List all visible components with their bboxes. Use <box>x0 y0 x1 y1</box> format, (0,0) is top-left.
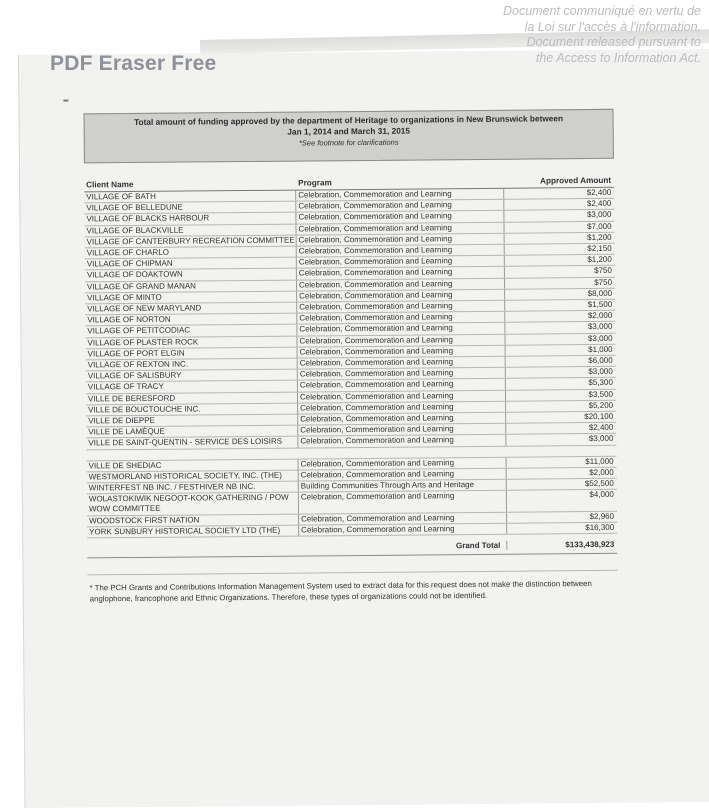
watermark-line: la Loi sur l'accès à l'information. <box>524 19 701 34</box>
client-name-cell: VILLAGE OF REXTON INC. <box>86 359 298 371</box>
amount-cell: $2,000 <box>587 311 613 321</box>
program-cell: Celebration, Commemoration and Learning <box>296 200 504 212</box>
program-cell: Celebration, Commemoration and Learning <box>298 435 506 447</box>
program-cell: Celebration, Commemoration and Learning <box>297 312 505 324</box>
column-header-client: Client Name <box>86 179 134 190</box>
client-name-cell: VILLE DE LAMÈQUE <box>86 426 298 438</box>
program-cell: Celebration, Commemoration and Learning <box>298 346 506 358</box>
client-name-cell: VILLAGE OF BATH <box>84 191 296 203</box>
program-cell: Celebration, Commemoration and Learning <box>297 278 505 290</box>
amount-cell: $2,150 <box>587 243 612 254</box>
amount-cell: $3,000 <box>586 210 612 220</box>
program-cell: Celebration, Commemoration and Learning <box>298 424 506 436</box>
watermark-line: Document released pursuant to <box>526 35 701 49</box>
program-cell: Celebration, Commemoration and Learning <box>297 334 505 346</box>
amount-cell: $7,000 <box>587 221 612 231</box>
amount-cell: $3,000 <box>588 367 613 377</box>
amount-cell: $1,200 <box>587 232 612 242</box>
client-name-cell: WINTERFEST NB INC. / FESTHIVER NB INC. <box>87 482 299 494</box>
client-name-cell: VILLAGE OF NORTON <box>85 314 297 326</box>
program-cell: Celebration, Commemoration and Learning <box>297 245 505 257</box>
program-cell: Celebration, Commemoration and Learning <box>298 379 506 391</box>
amount-cell: $750 <box>594 277 613 287</box>
access-to-information-watermark <box>471 4 701 66</box>
table-body <box>84 188 617 539</box>
amount-cell: $5,200 <box>588 400 614 410</box>
client-name-cell: VILLE DE BOUCTOUCHE INC. <box>86 403 298 415</box>
program-cell: Celebration, Commemoration and Learning <box>299 469 507 481</box>
client-name-cell: VILLE DE SAINT-QUENTIN - SERVICE DES LOISIRS <box>86 437 298 449</box>
program-cell: Celebration, Commemoration and Learning <box>297 290 505 302</box>
client-name-cell: VILLAGE OF BLACKVILLE <box>84 224 296 236</box>
table-empty-row <box>87 554 617 576</box>
pdf-eraser-badge: PDF Eraser Free <box>50 52 217 75</box>
client-name-cell: VILLAGE OF PETITCODIAC <box>85 325 297 337</box>
client-name-cell: VILLE DE SHEDIAC <box>87 459 299 471</box>
amount-cell: $750 <box>594 266 612 276</box>
amount-cell: $1,000 <box>588 344 613 354</box>
client-name-cell: VILLAGE OF NEW MARYLAND <box>85 303 297 315</box>
client-name-cell: VILLAGE OF CHARLO <box>85 247 297 259</box>
client-name-cell: VILLAGE OF PORT ELGIN <box>86 347 298 359</box>
program-cell: Celebration, Commemoration and Learning <box>298 413 506 425</box>
client-name-cell: VILLAGE OF TRACY <box>86 381 298 393</box>
program-cell: Celebration, Commemoration and Learning <box>297 301 505 313</box>
table-title-box <box>84 109 614 164</box>
table-title-line2: Jan 1, 2014 and March 31, 2015 <box>287 125 411 137</box>
amount-cell: $5,300 <box>588 378 613 388</box>
client-name-cell: VILLAGE OF DOAKTOWN <box>85 269 297 281</box>
table-title-line1: Total amount of funding approved by the department of Heritage to organizations in New Brunswick between <box>134 113 564 127</box>
client-name-cell: WESTMORLAND HISTORICAL SOCIETY, INC. (THE) <box>87 470 299 482</box>
program-cell: Celebration, Commemoration and Learning <box>298 368 506 380</box>
client-name-cell: WOODSTOCK FIRST NATION <box>87 514 299 526</box>
client-name-cell: VILLAGE OF CHIPMAN <box>85 258 297 270</box>
watermark-line: the Access to Information Act. <box>535 50 701 65</box>
client-name-cell: VILLAGE OF CANTERBURY RECREATION COMMITTEE <box>86 235 295 247</box>
amount-cell: $6,000 <box>588 355 613 366</box>
footnote: * The PCH Grants and Contributions Information Management System used to extract data for this request does not make the distinction between anglophone, francophone and Ethnic Organizations. Therefore, these types of organizations could not be identified. <box>89 579 592 603</box>
amount-cell: $8,000 <box>587 288 613 298</box>
amount-cell: $3,000 <box>587 322 613 332</box>
amount-cell: $1,500 <box>587 299 613 310</box>
column-header-program: Program <box>298 178 332 188</box>
amount-cell: $11,000 <box>585 456 614 466</box>
funding-table <box>84 109 618 605</box>
client-name-cell: VILLE DE BERESFORD <box>86 392 298 404</box>
amount-cell: $2,400 <box>586 187 612 198</box>
program-cell: Celebration, Commemoration and Learning <box>299 512 507 524</box>
program-cell: Celebration, Commemoration and Learning <box>298 402 506 414</box>
program-cell: Celebration, Commemoration and Learning <box>297 234 505 246</box>
client-name-cell: VILLAGE OF BELLEDUNE <box>84 202 296 214</box>
amount-cell: $2,960 <box>589 511 615 521</box>
client-name-cell: VILLE DE DIEPPE <box>86 415 298 427</box>
program-cell: Celebration, Commemoration and Learning <box>299 524 507 536</box>
grand-total-value: $133,438,923 <box>565 539 615 549</box>
scan-mark <box>63 100 68 102</box>
amount-cell: $3,000 <box>588 434 614 444</box>
client-name-cell: VILLAGE OF MINTO <box>85 291 297 303</box>
table-title-note: *See footnote for clarifications <box>298 137 399 148</box>
client-name-cell: YORK SUNBURY HISTORICAL SOCIETY LTD (THE) <box>87 525 299 537</box>
amount-cell: $2,400 <box>588 423 614 433</box>
client-name-cell: VILLAGE OF BLACKS HARBOUR <box>84 213 296 225</box>
grand-total-label: Grand Total <box>87 540 507 553</box>
amount-cell: $2,000 <box>589 467 614 477</box>
amount-cell: $20,100 <box>584 411 614 422</box>
client-name-cell: VILLAGE OF GRAND MANAN <box>85 280 297 292</box>
amount-cell: $16,300 <box>585 522 615 532</box>
program-cell: Celebration, Commemoration and Learning <box>298 357 506 369</box>
amount-cell: $4,000 <box>589 490 614 500</box>
program-cell: Building Communities Through Arts and Heritage <box>299 480 507 492</box>
amount-cell: $52,500 <box>584 478 614 489</box>
program-cell: Celebration, Commemoration and Learning <box>298 390 506 402</box>
program-cell: Celebration, Commemoration and Learning <box>296 211 504 223</box>
amount-cell: $3,000 <box>587 333 613 343</box>
column-header-amount: Approved Amount <box>539 175 612 186</box>
watermark-line: Document communiqué en vertu de <box>502 4 701 18</box>
client-name-cell: VILLAGE OF SALISBURY <box>86 370 298 382</box>
program-cell: Celebration, Commemoration and Learning <box>297 256 505 268</box>
program-cell: Celebration, Commemoration and Learning <box>297 323 505 335</box>
amount-cell: $3,500 <box>588 389 614 399</box>
scanned-page <box>18 49 709 808</box>
program-cell: Celebration, Commemoration and Learning <box>296 222 504 234</box>
client-name-cell: VILLAGE OF PLASTER ROCK <box>85 336 297 348</box>
program-cell: Celebration, Commemoration and Learning <box>297 267 505 279</box>
program-cell: Celebration, Commemoration and Learning <box>299 491 507 513</box>
client-name-cell: WOLASTOKIWIK NEGOOT-KOOK GATHERING / POW WOW COMMITTEE <box>87 493 299 515</box>
amount-cell: $2,400 <box>586 199 612 209</box>
program-cell: Celebration, Commemoration and Learning <box>299 457 507 469</box>
program-cell: Celebration, Commemoration and Learning <box>296 189 504 201</box>
amount-cell: $1,200 <box>587 255 612 265</box>
